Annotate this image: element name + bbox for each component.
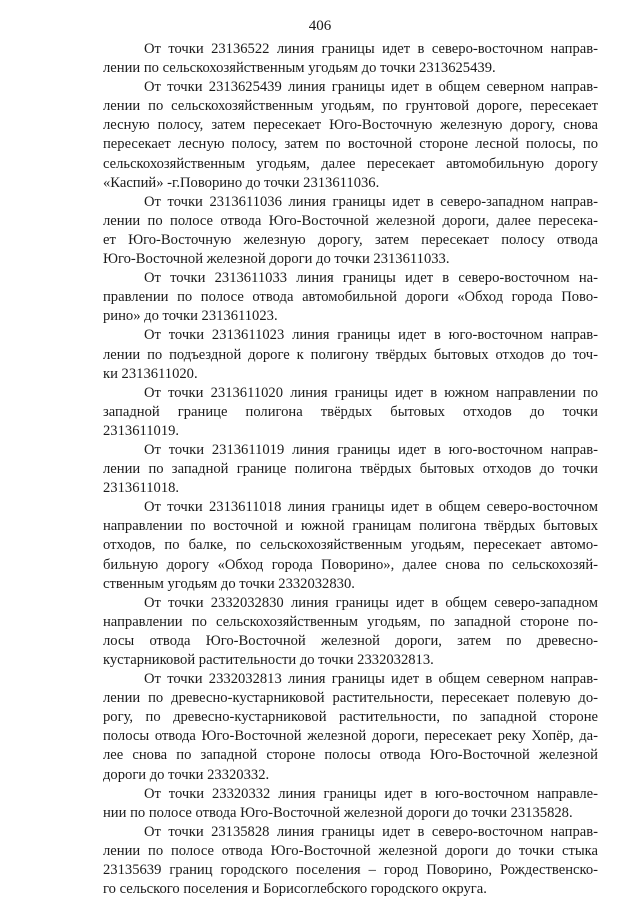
text-line: лосы отвода Юго-Восточной железной дороги, затем по древесно-: [103, 632, 598, 649]
text-line: направлении по восточной и южной границам полигона твёрдых бытовых: [103, 518, 598, 535]
text-line: От точки 2332032813 линия границы идет в общем северном направ-: [144, 671, 598, 688]
paragraph: [103, 326, 598, 383]
text-line: От точки 2313611020 линия границы идет в южном направлении по: [144, 384, 598, 401]
text-line: лении по сельскохозяйственным угодьям, по грунтовой дороге, пересекает: [103, 98, 598, 115]
text-line: лении по полосе отвода Юго-Восточной железной дороги до точки стыка: [103, 842, 598, 859]
text-line: От точки 2313611033 линия границы идет в северо-восточном на-: [144, 270, 598, 287]
text-line: 2313611019.: [103, 422, 180, 439]
page-number: 406: [308, 18, 332, 34]
paragraph: [103, 785, 598, 823]
paragraph: [103, 40, 598, 78]
text-line: От точки 2313625439 линия границы идет в общем северном направ-: [144, 79, 598, 96]
text-line: От точки 2313611036 линия границы идет в северо-западном направ-: [144, 193, 598, 210]
text-line: От точки 2313611018 линия границы идет в общем северо-восточном: [144, 499, 598, 516]
text-line: лении по древесно-кустарниковой растительности, пересекает полевую до-: [103, 690, 598, 707]
text-line: полосы отвода Юго-Восточной железной дороги, пересекает реку Хопёр, да-: [103, 728, 598, 745]
paragraph: [103, 670, 598, 785]
text-line: От точки 23135828 линия границы идет в северо-восточном направ-: [144, 823, 598, 840]
text-line: лении по сельскохозяйственным угодьям до точки 2313625439.: [103, 60, 496, 77]
text-line: пересекает лесную полосу, затем по восточной стороне лесной полосы, по: [103, 136, 598, 153]
text-line: лении по полосе отвода Юго-Восточной железной дороги, далее пересека-: [103, 212, 598, 229]
text-line: Юго-Восточной железной дороги до точки 2313611033.: [103, 251, 450, 268]
text-line: рино» до точки 2313611023.: [103, 308, 278, 325]
text-line: «Каспий» -г.Поворино до точки 2313611036.: [103, 174, 380, 191]
text-line: лении по подъездной дороге к полигону твёрдых бытовых отходов до точ-: [103, 346, 598, 363]
paragraph: [103, 269, 598, 326]
paragraph: [103, 384, 598, 441]
text-line: го сельского поселения и Борисоглебского городского округа.: [103, 881, 487, 898]
paragraph: [103, 594, 598, 670]
text-line: направлении по сельскохозяйственным угодьям, по западной стороне по-: [103, 613, 598, 630]
text-line: сельскохозяйственным угодьям, далее пересекает автомобильную дорогу: [103, 155, 598, 172]
text-line: западной границе полигона твёрдых бытовых отходов до точки: [103, 403, 598, 420]
text-line: рогу, по древесно-кустарниковой растительности, по западной стороне: [103, 709, 598, 726]
text-line: От точки 2332032830 линия границы идет в общем северо-западном: [144, 594, 598, 611]
paragraph: [103, 441, 598, 498]
text-line: лее снова по западной стороне полосы отвода Юго-Восточной железной: [103, 747, 598, 764]
text-line: 2313611018.: [103, 480, 180, 497]
text-line: бильную дорогу «Обход города Поворино», далее снова по сельскохозяй-: [103, 556, 598, 573]
text-line: лесную полосу, затем пересекает Юго-Восточную железную дорогу, снова: [103, 117, 598, 134]
text-line: От точки 23136522 линия границы идет в северо-восточном направ-: [144, 41, 598, 57]
text-line: правлении по полосе отвода автомобильной дороги «Обход города Пово-: [103, 289, 598, 306]
text-line: 23135639 границ городского поселения – город Поворино, Рождественско-: [103, 862, 598, 879]
paragraph: [103, 78, 598, 193]
text-line: отходов, по балке, по сельскохозяйственным угодьям, пересекает автомо-: [103, 537, 598, 554]
text-line: ственным угодьям до точки 2332032830.: [103, 575, 355, 592]
text-line: нии по полосе отвода Юго-Восточной железной дороги до точки 23135828.: [103, 804, 573, 821]
text-line: От точки 2313611019 линия границы идет в юго-восточном направ-: [144, 441, 598, 458]
text-line: От точки 2313611023 линия границы идет в юго-восточном направ-: [144, 327, 598, 344]
text-line: кустарниковой растительности до точки 2332032813.: [103, 652, 434, 668]
text-line: ки 2313611020.: [103, 365, 198, 382]
text-line: ет Юго-Восточную железную дорогу, затем пересекает полосу отвода: [103, 231, 598, 248]
paragraph: [103, 193, 598, 269]
paragraph: [103, 498, 598, 593]
paragraph: [103, 823, 598, 899]
text-line: лении по западной границе полигона твёрдых бытовых отходов до точки: [103, 461, 598, 478]
document-body: [103, 40, 598, 899]
text-line: От точки 23320332 линия границы идет в юго-восточном направле-: [144, 785, 598, 802]
text-line: дороги до точки 23320332.: [103, 766, 270, 783]
